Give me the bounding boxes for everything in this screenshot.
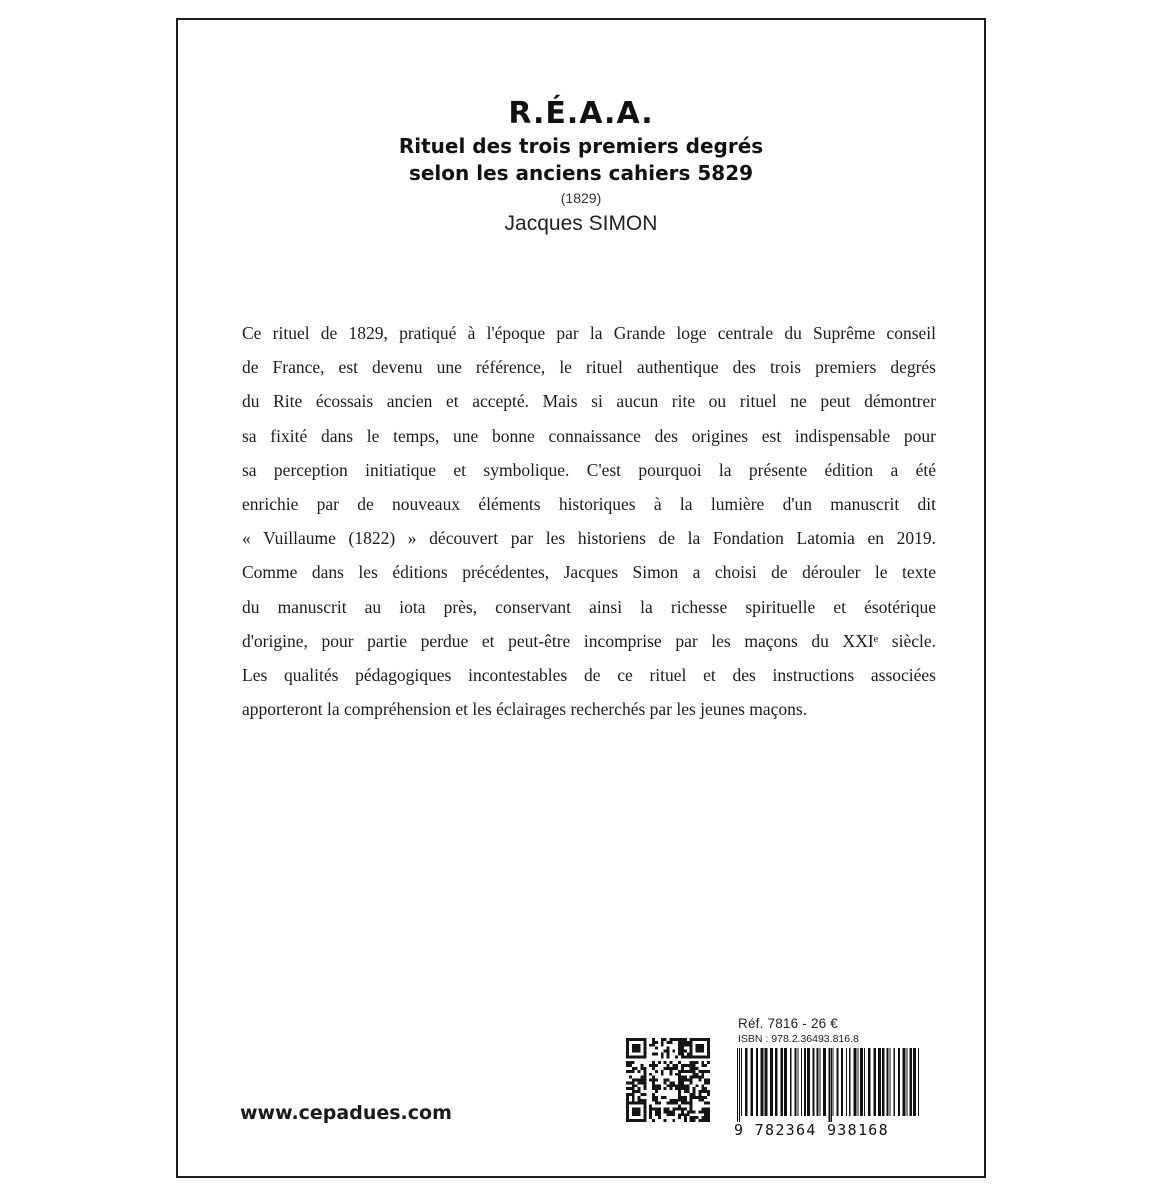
barcode-digits: 9 782364 938168 — [734, 1121, 889, 1139]
description-line: sa perception initiatique et symbolique. C'est pourquoi la présente édition a été — [242, 459, 936, 480]
book-back-cover — [176, 18, 986, 1178]
description-line: d'origine, pour partie perdue et peut-être incomprise par les maçons du XXIᵉ siècle. — [242, 630, 936, 651]
edition-year: (1829) — [560, 190, 602, 206]
description-line: enrichie par de nouveaux éléments historiques à la lumière d'un manuscrit dit — [242, 494, 936, 515]
book-subtitle — [178, 133, 984, 187]
book-title: R.É.A.A. — [508, 96, 654, 131]
description-line: de France, est devenu une référence, le rituel authentique des trois premiers degrés — [242, 357, 936, 378]
description-line: apporteront la compréhension et les éclairages recherchés par les jeunes maçons. — [242, 699, 808, 720]
description-line: Les qualités pédagogiques incontestables de ce rituel et des instructions associées — [242, 665, 936, 686]
reference-price: Réf. 7816 - 26 € — [738, 1016, 839, 1031]
book-description — [242, 316, 936, 726]
isbn-number: ISBN : 978.2.36493.816.8 — [738, 1033, 859, 1045]
subtitle-line-1: Rituel des trois premiers degrés — [398, 134, 764, 158]
publisher-website-link[interactable]: www.cepadues.com — [240, 1102, 452, 1124]
description-line: Ce rituel de 1829, pratiqué à l'époque par la Grande loge centrale du Suprême conseil — [242, 323, 936, 343]
barcode-icon — [736, 1048, 922, 1122]
description-line: sa fixité dans le temps, une bonne connaissance des origines est indispensable pour — [242, 425, 936, 446]
description-line: du manuscrit au iota près, conservant ainsi la richesse spirituelle et ésotérique — [242, 596, 936, 617]
description-line: « Vuillaume (1822) » découvert par les historiens de la Fondation Latomia en 2019. — [242, 528, 936, 549]
author-name: Jacques SIMON — [504, 212, 658, 235]
description-line: du Rite écossais ancien et accepté. Mais si aucun rite ou rituel ne peut démontrer — [242, 391, 936, 412]
subtitle-line-2: selon les anciens cahiers 5829 — [408, 161, 754, 185]
description-line: Comme dans les éditions précédentes, Jacques Simon a choisi de dérouler le texte — [242, 562, 936, 583]
barcode-block — [734, 1016, 926, 1148]
qr-code-icon — [626, 1038, 710, 1122]
